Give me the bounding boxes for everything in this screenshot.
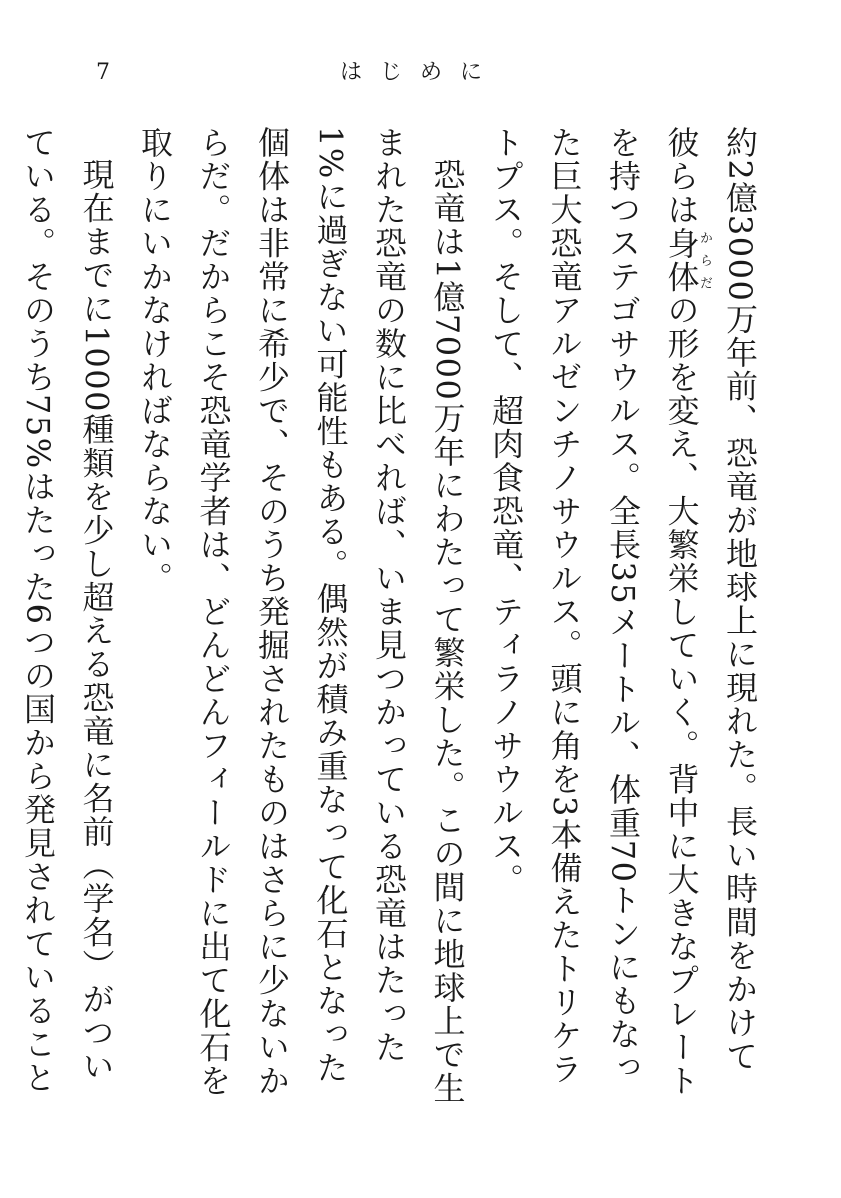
paragraph-2: 恐竜は1億7000万年にわたって繁栄した。この間に地球上で生まれた恐竜の数に比べれば、いま見つかっている恐竜はたった1%に過ぎない可能性もある。偶然が積み重なって化石となった個体は非常に希少で、そのうち発掘されたものはさらに少ないからだ。だからこそ恐竜学者は、どんどんフィールドに出て化石を取りにいかなければならない。 (136, 126, 467, 1105)
paragraph-1 (477, 126, 770, 1106)
ruby-base: 身体 (662, 226, 701, 294)
paragraph-3: 現在までに1000種類を少し超える恐竜に名前（学名）がついている。そのうち75%はたった6つの国から発見されていること (19, 126, 116, 1095)
ruby-karada (662, 226, 712, 294)
running-head: はじめに (340, 60, 501, 85)
body-text (19, 126, 769, 1106)
paragraph-1-text-a: 約2億3000万年前、恐竜が地球上に現れた。長い時間をかけて彼らは (662, 126, 759, 1073)
ruby-reading: からだ (697, 226, 712, 294)
paragraph-1-text-b: の形を変え、大繁栄していく。背中に大きなプレートを持つステゴサウルス。全長35メートル、体重70トンにもなった巨大恐竜アルゼンチノサウルス。頭に角を3本備えたトリケラトプス。そして、超肉食恐竜、ティラノサウルス。 (487, 126, 701, 1098)
page-number: 7 (96, 60, 110, 85)
